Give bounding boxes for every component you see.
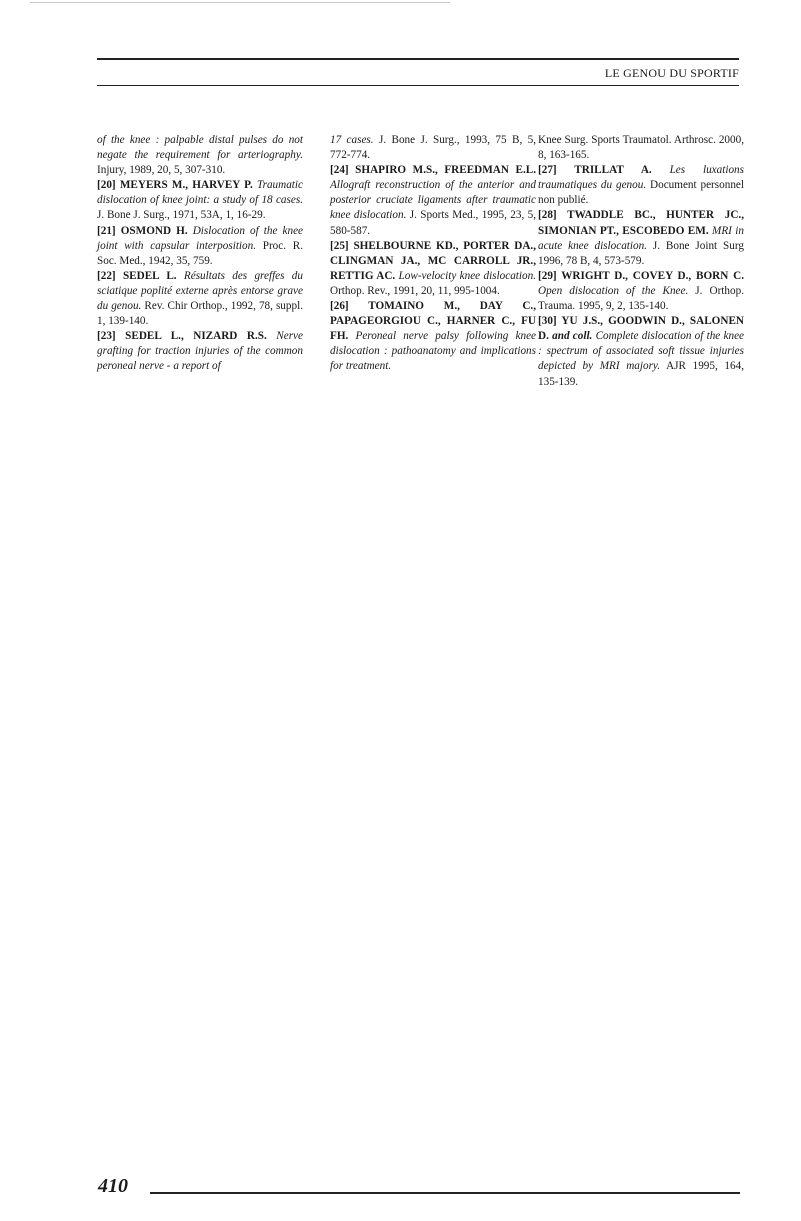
reference-authors: [24] SHAPIRO M.S., FREEDMAN E.L. xyxy=(330,164,536,177)
reference-entry xyxy=(330,163,536,238)
reference-entry xyxy=(538,314,744,389)
reference-entry xyxy=(97,269,303,329)
reference-title: Les luxations traumatiques du genou. xyxy=(538,164,744,192)
reference-title: Low-velocity knee dislocation. xyxy=(395,269,537,282)
reference-authors: [27] TRILLAT A. xyxy=(538,164,652,177)
reference-authors: [21] OSMOND H. xyxy=(97,224,188,237)
reference-text: J. Bone J. Surg., 1971, 53A, 1, 16-29. xyxy=(97,209,266,222)
reference-authors: [22] SEDEL L. xyxy=(97,269,177,282)
footer-rule xyxy=(150,1192,740,1194)
reference-text: J. Sports Med., 1995, 23, 5, 580-587. xyxy=(330,209,536,237)
reference-entry xyxy=(97,224,303,269)
reference-title: 17 cases. xyxy=(330,134,374,146)
reference-authors: [25] SHELBOURNE KD., PORTER DA., CLINGMAN JA., MC CARROLL JR., RETTIG AC. xyxy=(330,239,536,282)
reference-title: Complete dislocation of the knee : spectrum of associated soft tissue injuries depicted by MRI majory. xyxy=(538,330,744,373)
reference-title: of the knee : palpable distal pulses do not negate the requirement for arteriography. xyxy=(97,134,303,162)
reference-title: Traumatic dislocation of knee joint: a study of 18 cases. xyxy=(97,179,303,207)
reference-title: Peroneal nerve palsy following knee dislocation : pathoanatomy and implications for treatment. xyxy=(330,330,536,373)
reference-text: J. Bone J. Surg., 1993, 75 B, 5, 772-774. xyxy=(330,134,537,162)
reference-text: Rev. Chir Orthop., 1992, 78, suppl. 1, 139-140. xyxy=(97,300,303,328)
reference-authors: [20] MEYERS M., HARVEY P. xyxy=(97,179,253,192)
reference-text: and coll. xyxy=(548,330,593,343)
reference-text: Proc. R. Soc. Med., 1942, 35, 759. xyxy=(97,239,303,267)
reference-title: Nerve grafting for traction injuries of the common peroneal nerve - a report of xyxy=(97,330,303,373)
reference-text: Injury, 1989, 20, 5, 307-310. xyxy=(97,164,226,177)
reference-title: Résultats des greffes du sciatique poplité externe après entorse grave du genou. xyxy=(97,269,303,313)
reference-text: Knee Surg. Sports Traumatol. Arthrosc. 2000, 8, 163-165. xyxy=(538,134,744,162)
reference-title: Dislocation of the knee joint with capsular interposition. xyxy=(97,224,303,252)
reference-authors: [26] TOMAINO M., DAY C., PAPAGEORGIOU C., HARNER C., FU FH. xyxy=(330,300,536,343)
scan-edge-line xyxy=(30,2,450,3)
header-rule-bottom xyxy=(97,85,739,86)
page-number: 410 xyxy=(98,1175,128,1197)
reference-entry xyxy=(97,133,303,178)
reference-entry xyxy=(538,269,744,314)
reference-authors: [29] WRIGHT D., COVEY D., BORN C. xyxy=(538,269,744,282)
reference-text: J. Orthop. Trauma. 1995, 9, 2, 135-140. xyxy=(538,284,744,313)
reference-title: Allograft reconstruction of the anterior and posterior cruciate ligaments after traumatic knee dislocation. xyxy=(330,179,536,222)
header-rule-top xyxy=(97,58,739,60)
reference-text: Document personnel non publié. xyxy=(538,179,744,207)
reference-entry xyxy=(538,208,744,268)
reference-entry xyxy=(330,299,536,374)
reference-authors: [23] SEDEL L., NIZARD R.S. xyxy=(97,330,267,343)
reference-title: Open dislocation of the Knee. xyxy=(538,284,689,297)
reference-entry xyxy=(538,133,744,163)
reference-column-1 xyxy=(97,133,303,375)
reference-entry xyxy=(97,178,303,223)
reference-column-3 xyxy=(538,133,744,390)
reference-text: J. Bone Joint Surg 1996, 78 B, 4, 573-579. xyxy=(538,239,744,267)
reference-entry xyxy=(538,163,744,208)
running-header: LE GENOU DU SPORTIF xyxy=(604,66,739,80)
reference-authors: [30] YU J.S., GOODWIN D., SALONEN D. xyxy=(538,315,744,343)
reference-title: MRI in acute knee dislocation. xyxy=(538,224,744,252)
reference-entry xyxy=(97,329,303,374)
reference-entry xyxy=(330,133,536,163)
reference-authors: [28] TWADDLE BC., HUNTER JC., SIMONIAN PT., ESCOBEDO EM. xyxy=(538,209,744,237)
reference-text: AJR 1995, 164, 135-139. xyxy=(538,360,744,388)
reference-columns xyxy=(97,133,744,403)
reference-text: Orthop. Rev., 1991, 20, 11, 995-1004. xyxy=(330,284,500,297)
reference-column-2 xyxy=(330,133,536,375)
reference-entry xyxy=(330,239,536,299)
